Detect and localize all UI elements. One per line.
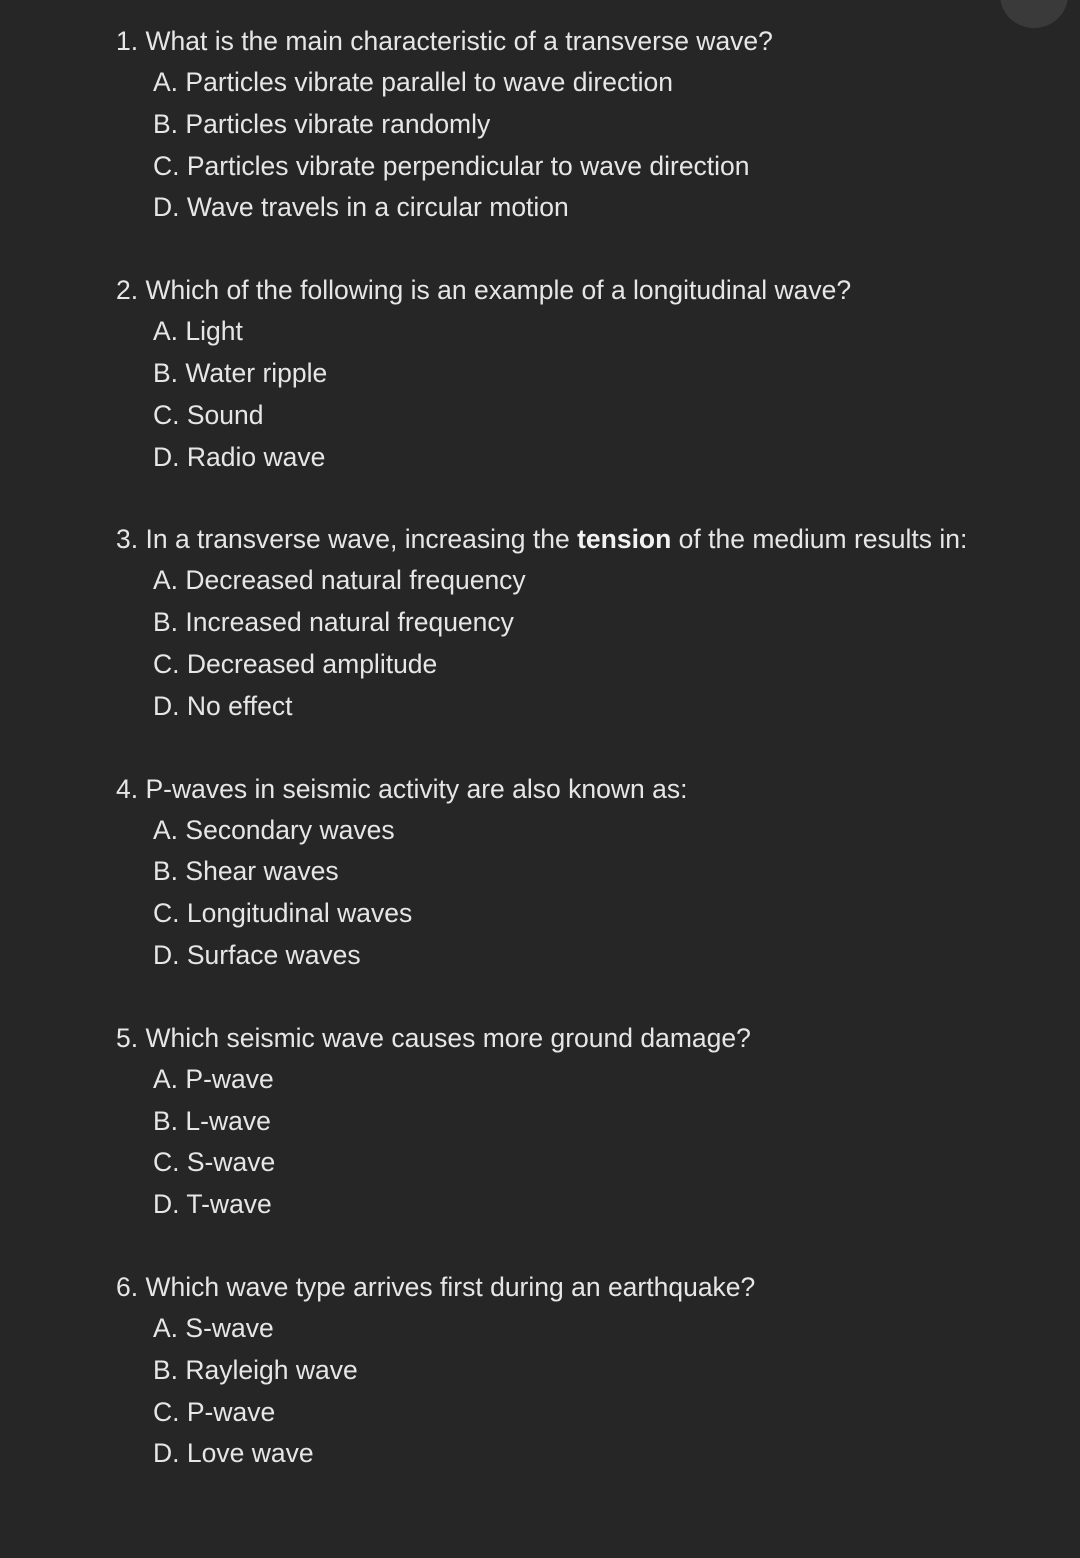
answer-option[interactable]: D. T-wave (153, 1189, 272, 1220)
question-text: 4. P-waves in seismic activity are also known as: (116, 773, 688, 804)
question-text: 2. Which of the following is an example of a longitudinal wave? (116, 275, 852, 306)
answer-option[interactable]: A. Light (153, 316, 243, 347)
answer-option[interactable]: A. P-wave (153, 1063, 274, 1094)
answer-option[interactable]: D. Surface waves (153, 939, 361, 970)
answer-option[interactable]: B. Particles vibrate randomly (153, 108, 491, 139)
answer-option[interactable]: C. Decreased amplitude (153, 648, 438, 679)
answer-options (116, 62, 1016, 229)
question-text: 5. Which seismic wave causes more ground damage? (116, 1022, 751, 1053)
answer-option[interactable]: A. S-wave (153, 1312, 274, 1343)
answer-option[interactable]: B. Increased natural frequency (153, 607, 514, 638)
answer-option[interactable]: A. Decreased natural frequency (153, 565, 526, 596)
answer-options (116, 1308, 1016, 1475)
answer-option[interactable]: C. P-wave (153, 1396, 276, 1427)
answer-option[interactable]: C. Sound (153, 399, 264, 430)
answer-option[interactable]: C. Longitudinal waves (153, 898, 413, 929)
question-text: 6. Which wave type arrives first during an earthquake? (116, 1271, 756, 1302)
question-text: 3. In a transverse wave, increasing the tension of the medium results in: (116, 524, 968, 555)
answer-option[interactable]: D. Radio wave (153, 441, 326, 472)
answer-option[interactable]: D. Love wave (153, 1438, 314, 1469)
question-1 (116, 20, 1016, 229)
answer-option[interactable]: A. Secondary waves (153, 814, 395, 845)
quiz-list (116, 20, 1016, 1515)
answer-options (116, 810, 1016, 977)
answer-option[interactable]: C. Particles vibrate perpendicular to wave direction (153, 150, 750, 181)
question-3 (116, 518, 1016, 727)
answer-option[interactable]: C. S-wave (153, 1147, 276, 1178)
answer-option[interactable]: B. L-wave (153, 1105, 271, 1136)
answer-option[interactable]: A. Particles vibrate parallel to wave direction (153, 67, 673, 97)
answer-option[interactable]: D. No effect (153, 690, 293, 721)
answer-options (116, 1059, 1016, 1226)
emphasis-text: tension (577, 524, 672, 555)
answer-option[interactable]: D. Wave travels in a circular motion (153, 192, 569, 223)
answer-options (116, 560, 1016, 727)
question-2 (116, 269, 1016, 478)
answer-options (116, 311, 1016, 478)
question-text: 1. What is the main characteristic of a transverse wave? (116, 26, 773, 56)
answer-option[interactable]: B. Shear waves (153, 856, 339, 887)
answer-option[interactable]: B. Water ripple (153, 357, 328, 388)
question-6 (116, 1266, 1016, 1475)
answer-option[interactable]: B. Rayleigh wave (153, 1354, 358, 1385)
question-5 (116, 1017, 1016, 1226)
question-4 (116, 768, 1016, 977)
